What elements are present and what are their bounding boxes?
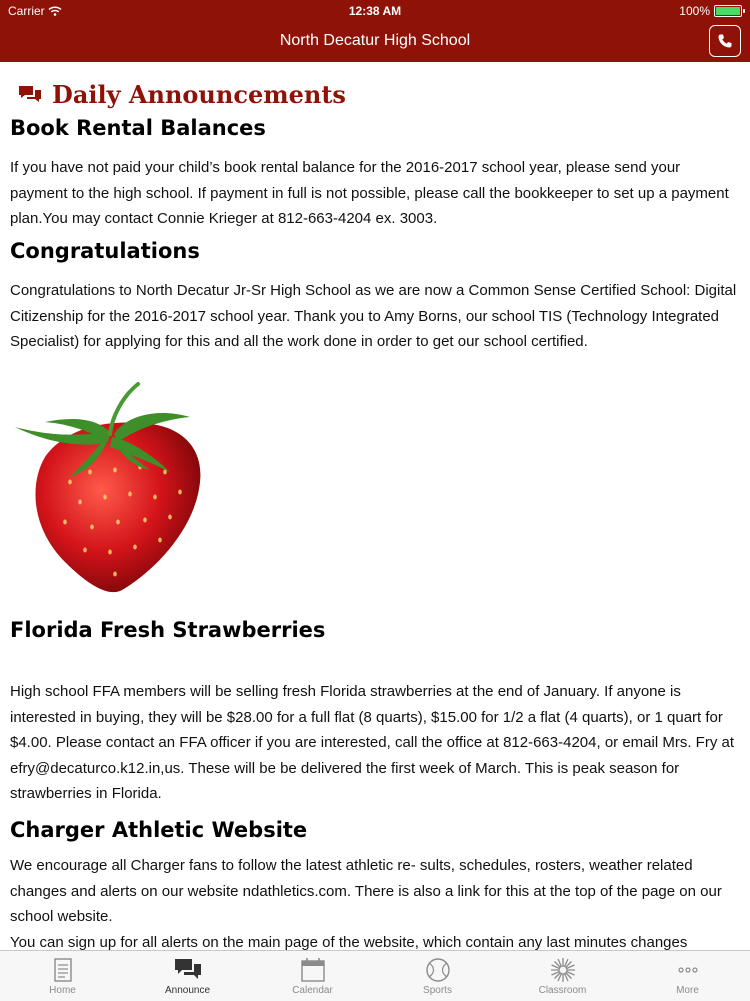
more-icon [674,957,702,983]
tab-label: Classroom [538,985,587,996]
section-title: Daily Announcements [52,80,346,109]
post-body: If you have not paid your child’s book rental balance for the 2016-2017 school year, please send your payment to the high school. If payment in full is not possible, please call the bookkeeper to set up a payment plan.You may contact Connie Krieger at 812-663-4204 ex. 3003. [10,159,729,227]
post-body: Congratulations to North Decatur Jr-Sr High School as we are now a Common Sense Certified School: Digital Citizenship for the 2016-2017 school year. Thank you to Amy Borns, our school TIS (Technology Integrated Specialist) for applying for this and all the work done in order to get our school certified. [10,282,737,350]
tab-home[interactable] [0,951,125,1001]
nav-bar [0,22,750,62]
post-title: Congratulations [10,239,200,263]
home-icon [49,957,77,983]
status-bar [0,0,750,22]
battery-fill [716,7,740,15]
tab-calendar[interactable] [250,951,375,1001]
post-title: Book Rental Balances [10,116,266,140]
chat-bubbles-icon [18,84,42,106]
post-body-continued: You can sign up for all alerts on the main page of the website, which contain any last minutes changes [10,934,688,950]
post-body: High school FFA members will be selling fresh Florida strawberries at the end of January. If anyone is interested in buying, they will be $28.00 for a full flat (8 quarts), $15.00 for 1/2 a flat (4 quarts), or 1 quart for $4.00. Please contact an FFA officer if you are interested, call the office at 812-663-4204, or email Mrs. Fry at efry@decaturco.k12.in,us. These will be be delivered the first week of March. This is peak season for strawberries in Florida. [10,683,734,802]
tab-sports[interactable] [375,951,500,1001]
page-title: North Decatur High School [279,32,471,49]
clock: 12:38 AM [348,4,402,18]
tab-label: Calendar [292,985,333,996]
section-header [18,80,346,109]
tab-label: More [676,985,699,996]
post-title: Charger Athletic Website [10,818,308,842]
tab-announce[interactable] [125,951,250,1001]
calendar-icon [299,957,327,983]
battery-indicator [679,4,742,18]
announce-icon [174,957,202,983]
carrier-label: Carrier [8,4,62,18]
tab-bar [0,950,750,1001]
classroom-icon [549,957,577,983]
phone-icon [717,33,733,49]
tab-label: Home [49,985,76,996]
battery-icon [714,5,742,17]
battery-percent: 100% [679,4,710,18]
tab-label: Announce [164,985,211,996]
phone-button[interactable] [709,25,741,57]
tab-label: Sports [423,985,452,996]
tab-more[interactable] [625,951,750,1001]
sports-ball-icon [424,957,452,983]
tab-classroom[interactable] [500,951,625,1001]
post-title: Florida Fresh Strawberries [10,618,326,642]
strawberry-image [10,362,220,602]
post-body: We encourage all Charger fans to follow the latest athletic re- sults, schedules, rosters, weather related changes and alerts on our website ndathletics.com. There is also a link for this at the top of the page on our school website. [10,857,722,925]
announcements-content[interactable] [0,62,750,950]
